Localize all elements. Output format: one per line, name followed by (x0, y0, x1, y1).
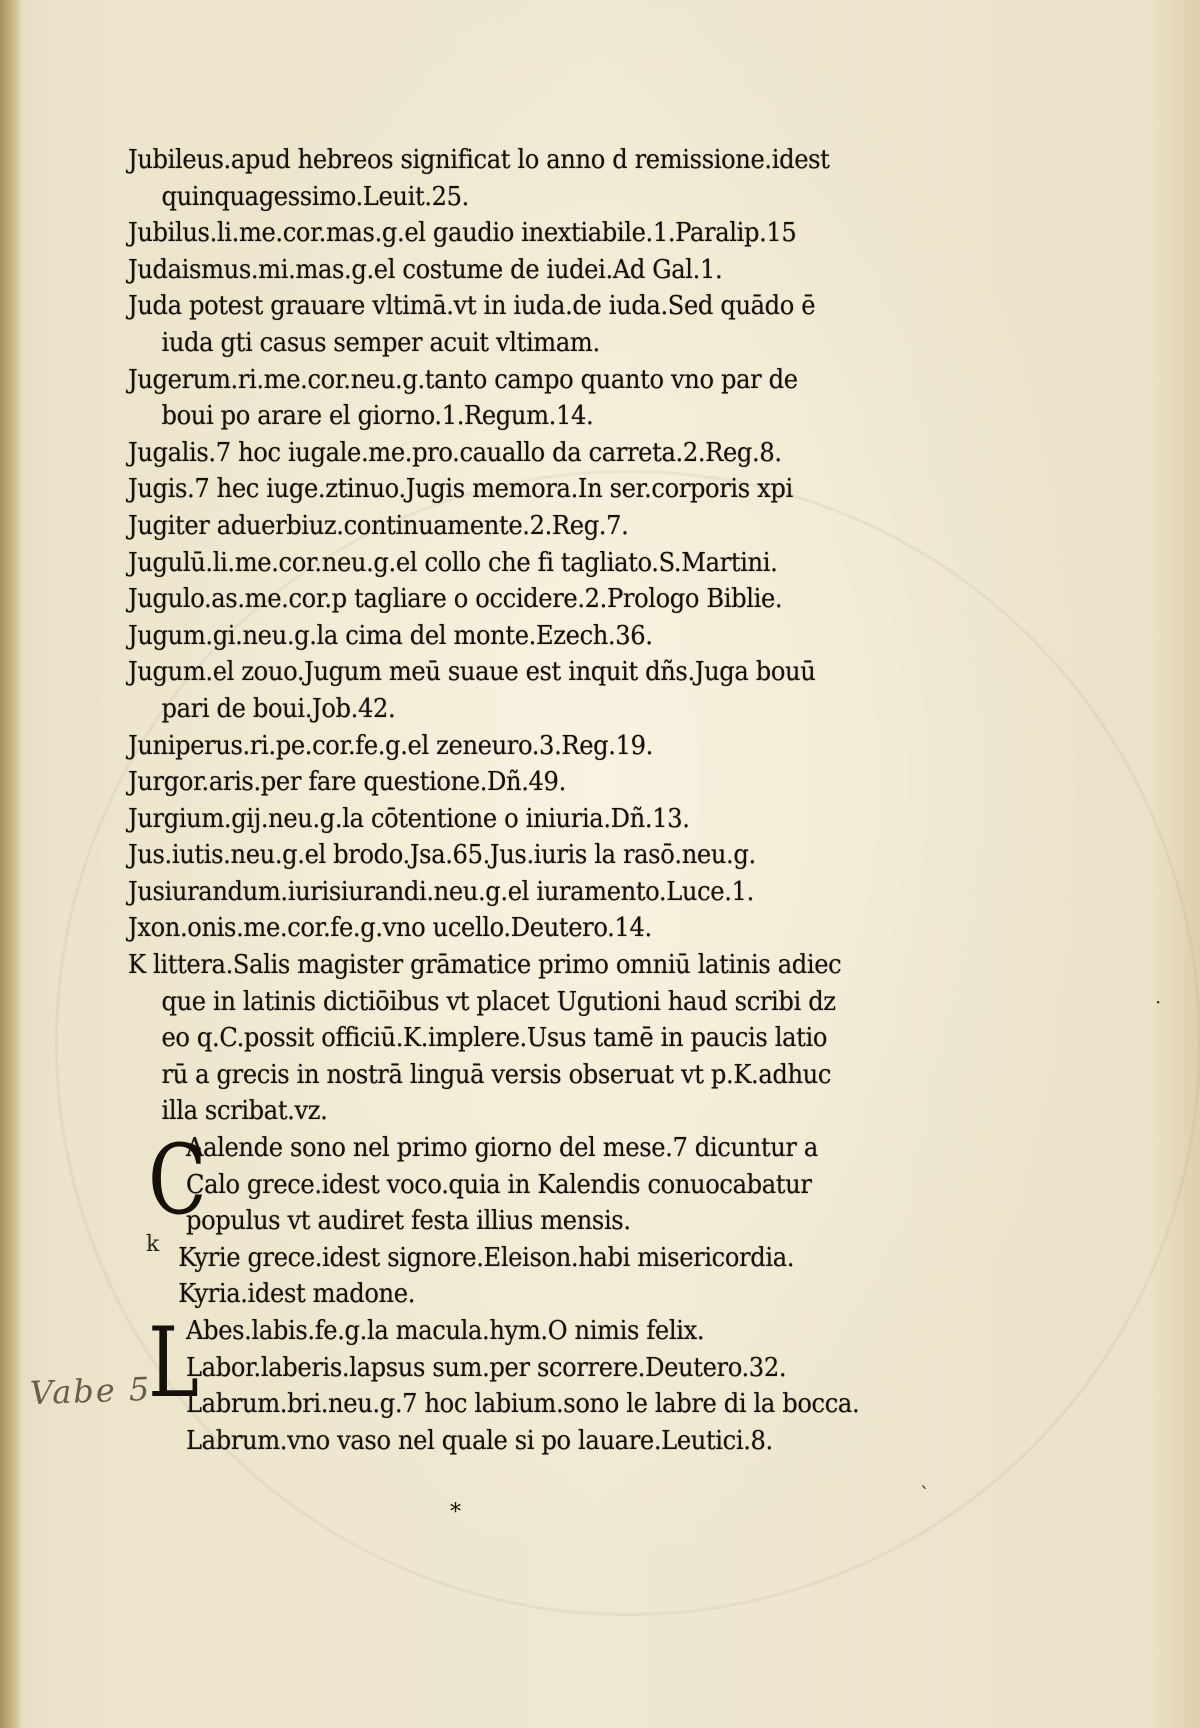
text-line: illa scribat.vz. (161, 1096, 328, 1127)
entries-k-kalendae (128, 1124, 1028, 1240)
text-line: Jurgium.gij.neu.g.la cōtentione o iniuria.Dñ.13. (128, 803, 690, 834)
text-line: Labrum.bri.neu.g.7 hoc labium.sono le labre di la bocca. (186, 1389, 860, 1420)
text-line: Labrum.vno vaso nel quale si po lauare.Leutici.8. (186, 1425, 773, 1456)
text-line: Calo grece.idest voco.quia in Kalendis conuocabatur (186, 1169, 812, 1200)
text-line: Jugulo.as.me.cor.p tagliare o occidere.2.Prologo Biblie. (128, 584, 783, 615)
text-line: que in latinis dictiōibus vt placet Ugutioni haud scribi dz (161, 986, 836, 1017)
text-line: Jusiurandum.iurisiurandi.neu.g.el iuramento.Luce.1. (128, 876, 754, 907)
text-line: Jurgor.aris.per fare questione.Dñ.49. (128, 767, 566, 798)
text-line: Jubilus.li.me.cor.mas.g.el gaudio inextiabile.1.Paralip.15 (128, 218, 797, 249)
paper-speck: · (1155, 990, 1162, 1014)
text-line: Jxon.onis.me.cor.fe.g.vno ucello.Deutero.14. (128, 913, 652, 944)
text-line: Aalende sono nel primo giorno del mese.7 dicuntur a (186, 1133, 818, 1164)
text-line: Labor.laberis.lapsus sum.per scorrere.Deutero.32. (186, 1352, 787, 1383)
text-line: Jugalis.7 hoc iugale.me.pro.cauallo da carreta.2.Reg.8. (128, 437, 782, 468)
marginal-guide-letter: k (146, 1232, 160, 1257)
text-line: Jugulū.li.me.cor.neu.g.el collo che fi tagliato.S.Martini. (128, 547, 778, 578)
text-line: Juda potest grauare vltimā.vt in iuda.de iuda.Sed quādo ē (128, 291, 816, 322)
text-line: Abes.labis.fe.g.la macula.hym.O nimis felix. (186, 1316, 705, 1346)
text-line: K littera.Salis magister grāmatice primo omniū latinis adiec (128, 950, 842, 981)
text-line: populus vt audiret festa illius mensis. (186, 1206, 631, 1237)
page-binding-edge (0, 0, 22, 1728)
text-line: boui po arare el giorno.1.Regum.14. (161, 401, 594, 432)
entries-l (128, 1307, 1028, 1459)
text-line: Jugiter aduerbiuz.continuamente.2.Reg.7. (128, 510, 629, 541)
drop-cap-initial: C (148, 1124, 207, 1237)
drop-cap-initial: L (148, 1307, 199, 1419)
paper-speck: ` (920, 1482, 930, 1506)
text-line: rū a grecis in nostrā linguā versis obseruat vt p.K.adhuc (161, 1059, 832, 1090)
entries-k-kyrie (128, 1240, 1028, 1313)
dictionary-text-block (128, 142, 1028, 1459)
text-line: Jugum.el zouo.Jugum meū suaue est inquit dñs.Juga bouū (128, 657, 816, 688)
text-line: pari de boui.Job.42. (161, 693, 396, 724)
text-line: eo q.C.possit officiū.K.implere.Usus tamē in paucis latio (161, 1023, 828, 1054)
text-line: quinquagessimo.Leuit.25. (161, 181, 470, 212)
text-line: Judaismus.mi.mas.g.el costume de iudei.Ad Gal.1. (128, 254, 723, 285)
text-line: Jugum.gi.neu.g.la cima del monte.Ezech.36. (128, 620, 653, 651)
handwritten-margin-note: Vabe 5 (29, 1369, 152, 1413)
text-line: Juniperus.ri.pe.cor.fe.g.el zeneuro.3.Reg.19. (128, 730, 653, 761)
signature-mark: * (450, 1500, 461, 1525)
text-line: Jus.iutis.neu.g.el brodo.Jsa.65.Jus.iuris la rasō.neu.g. (128, 840, 756, 871)
text-line: Kyria.idest madone. (178, 1279, 416, 1310)
entries-j (128, 142, 1028, 1130)
text-line: Jubileus.apud hebreos significat lo anno d remissione.idest (128, 145, 830, 175)
text-line: iuda gti casus semper acuit vltimam. (161, 327, 600, 358)
text-line: Kyrie grece.idest signore.Eleison.habi misericordia. (178, 1242, 795, 1273)
text-line: Jugis.7 hec iuge.ztinuo.Jugis memora.In ser.corporis xpi (128, 474, 793, 505)
text-line: Jugerum.ri.me.cor.neu.g.tanto campo quanto vno par de (128, 364, 798, 395)
